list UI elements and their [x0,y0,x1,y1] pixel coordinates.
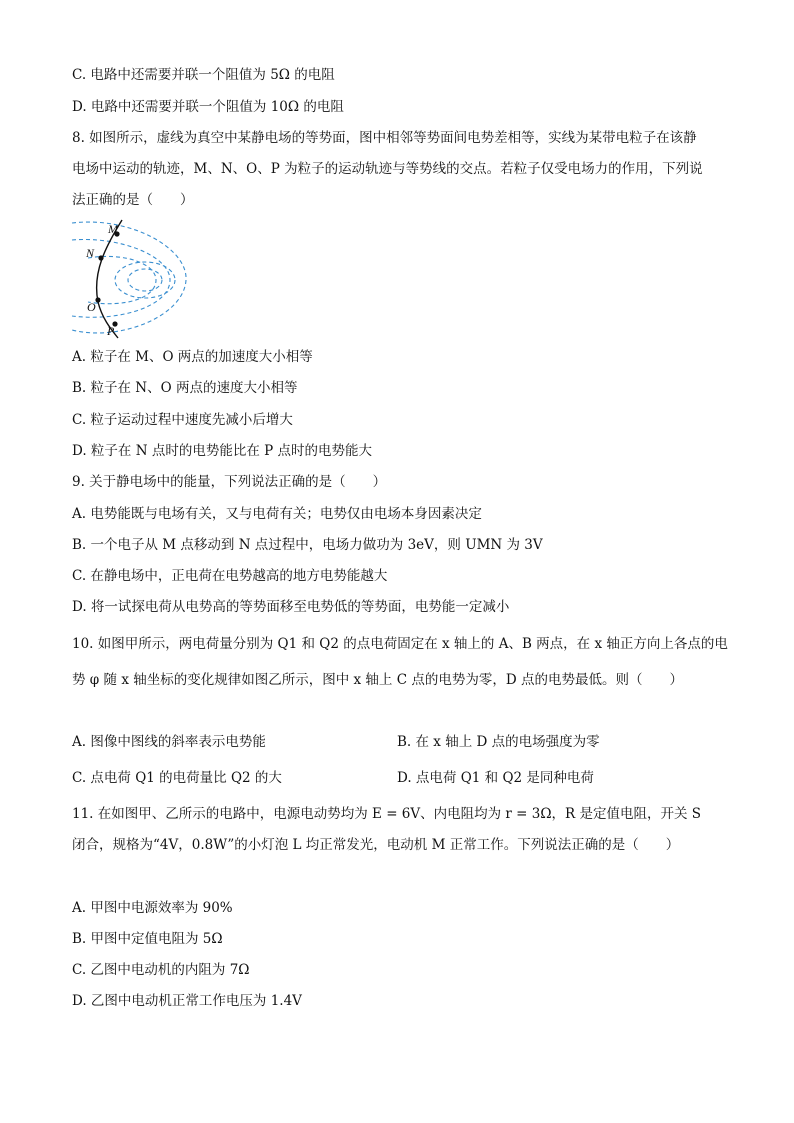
q10-option-c: C. 点电荷 Q1 的电荷量比 Q2 的大 [72,770,282,786]
q11-option-a: A. 甲图中电源效率为 90% [72,900,233,916]
q7-option-d: D. 电路中还需要并联一个阻值为 10Ω 的电阻 [72,99,344,115]
label-o: O [87,300,96,314]
q8-stem-line1: 8. 如图所示，虚线为真空中某静电场的等势面，图中相邻等势面间电势差相等，实线为某带电粒子在该静 [72,130,697,146]
q9-option-b: B. 一个电子从 M 点移动到 N 点过程中，电场力做功为 3eV，则 UMN 为 3V [72,537,543,553]
point-o [95,297,100,302]
q8-equipotential-figure [70,218,190,340]
q11-option-c: C. 乙图中电动机的内阻为 7Ω [72,962,250,978]
q8-option-a: A. 粒子在 M、O 两点的加速度大小相等 [72,349,313,365]
equipotential-line-inner [128,269,162,291]
q9-option-d: D. 将一试探电荷从电势高的等势面移至电势低的等势面，电势能一定减小 [72,599,510,615]
label-n: N [86,246,95,260]
point-n [98,255,103,260]
q8-stem-line3: 法正确的是（ ） [72,192,194,208]
q10-option-a: A. 图像中图线的斜率表示电势能 [72,734,266,750]
q10-stem-line2: 势 φ 随 x 轴坐标的变化规律如图乙所示，图中 x 轴上 C 点的电势为零，D 点的电势最低。则（ ） [72,672,683,688]
q8-stem-line2: 电场中运动的轨迹，M、N、O、P 为粒子的运动轨迹与等势线的交点。若粒子仅受电场力的作用，下列说 [72,161,703,177]
q10-stem-line1: 10. 如图甲所示，两电荷量分别为 Q1 和 Q2 的点电荷固定在 x 轴上的 A、B 两点，在 x 轴正方向上各点的电 [72,636,728,652]
q10-option-b: B. 在 x 轴上 D 点的电场强度为零 [397,734,600,750]
q11-stem-line2: 闭合，规格为“4V，0.8W”的小灯泡 L 均正常发光，电动机 M 正常工作。下列说法正确的是（ ） [72,837,680,853]
q11-option-d: D. 乙图中电动机正常工作电压为 1.4V [72,993,302,1009]
q8-option-c: C. 粒子运动过程中速度先减小后增大 [72,412,293,428]
q8-option-b: B. 粒子在 N、O 两点的速度大小相等 [72,380,298,396]
particle-trajectory [97,220,122,338]
label-p: P [107,324,115,338]
label-m: M [108,222,118,236]
q9-stem: 9. 关于静电场中的能量，下列说法正确的是（ ） [72,474,387,490]
equipotential-line-3 [88,256,156,303]
q9-option-a: A. 电势能既与电场有关，又与电荷有关；电势仅由电场本身因素决定 [72,506,482,522]
equipotential-line-4 [115,262,175,298]
q8-option-d: D. 粒子在 N 点时的电势能比在 P 点时的电势能大 [72,443,372,459]
q11-option-b: B. 甲图中定值电阻为 5Ω [72,931,223,947]
q7-option-c: C. 电路中还需要并联一个阻值为 5Ω 的电阻 [72,67,335,83]
q10-option-d: D. 点电荷 Q1 和 Q2 是同种电荷 [397,770,594,786]
equipotential-line-outer [72,222,186,333]
q9-option-c: C. 在静电场中，正电荷在电势越高的地方电势能越大 [72,568,388,584]
q11-stem-line1: 11. 在如图甲、乙所示的电路中，电源电动势均为 E = 6V、内电阻均为 r = 3Ω，R 是定值电阻，开关 S [72,806,702,822]
